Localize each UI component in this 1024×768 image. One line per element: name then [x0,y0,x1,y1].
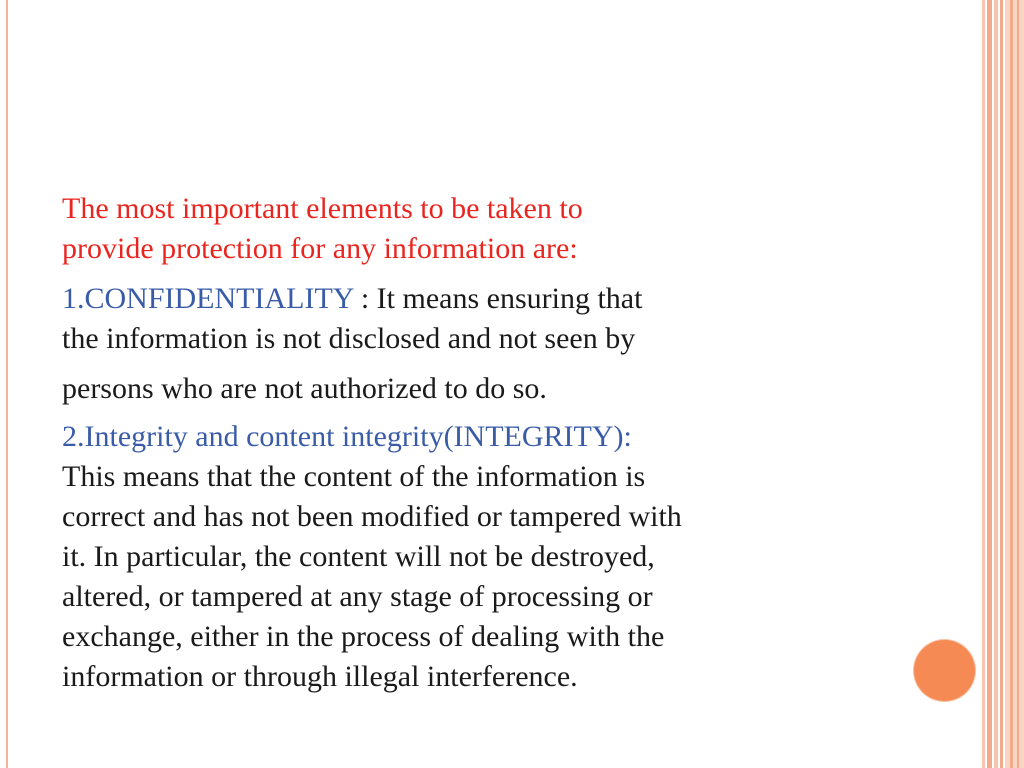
item2-line: information or through illegal interference. [62,660,578,693]
intro-text [62,189,892,269]
slide-body [62,189,892,697]
right-stripe [1010,0,1013,768]
item2-line: This means that the content of the information is [62,460,646,493]
item1-text: : It means ensuring that [353,282,643,315]
left-border-line [6,0,8,768]
right-stripe [1017,0,1019,768]
intro-line: provide protection for any information are: [62,232,578,265]
decorative-circle [914,640,975,701]
right-stripe [1000,0,1003,768]
right-stripe [1005,0,1024,768]
right-stripe [982,0,985,768]
item2-line: exchange, either in the process of dealing with the [62,620,665,653]
intro-line: The most important elements to be taken to [62,192,583,225]
item1-heading: 1.CONFIDENTIALITY [62,282,354,315]
item-confidentiality [62,279,892,409]
item1-first-line [62,279,892,319]
item1-line: the information is not disclosed and not seen by [62,322,636,355]
item1-line: persons who are not authorized to do so. [62,372,547,405]
item-integrity [62,417,892,697]
item2-line: correct and has not been modified or tampered with [62,500,682,533]
right-stripe [994,0,998,768]
item2-line: it. In particular, the content will not be destroyed, [62,540,655,573]
right-stripe [987,0,992,768]
item2-heading: 2.Integrity and content integrity(INTEGRITY): [62,420,632,453]
item2-line: altered, or tampered at any stage of processing or [62,580,653,613]
